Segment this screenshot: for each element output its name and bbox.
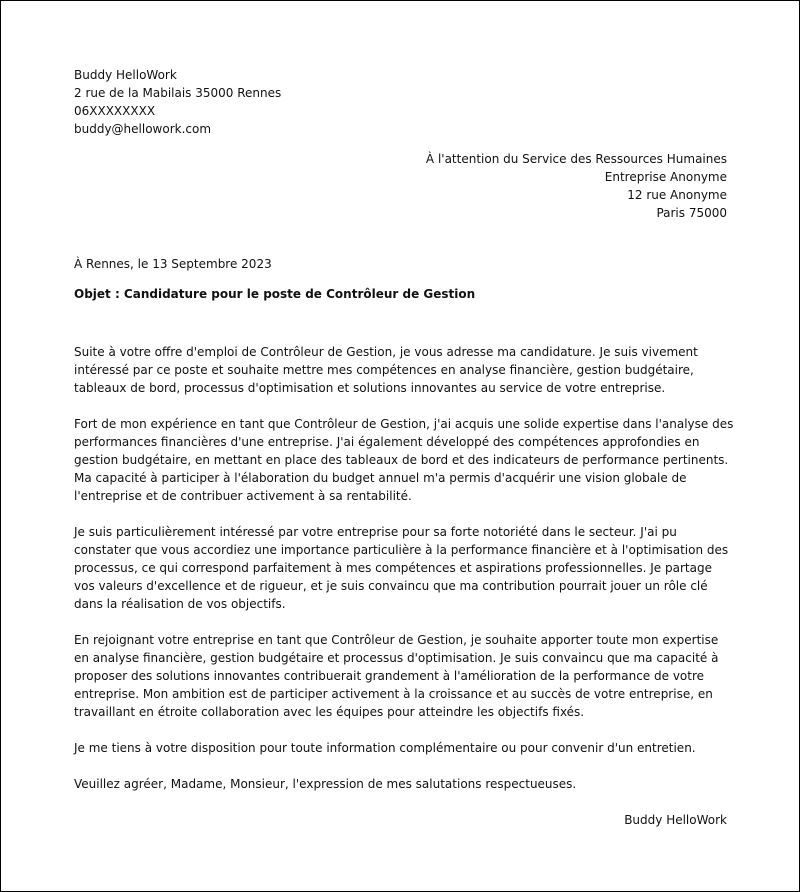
body-paragraph: Suite à votre offre d'emploi de Contrôleur de Gestion, je vous adresse ma candidature. Je suis vivement intéressé par ce poste et souhaite mettre mes compétences en analyse financière, gestion budgétaire, tableaux de bord, processus d'optimisation et solutions innovantes au service de votre entreprise. — [74, 345, 698, 395]
body-paragraph: Je suis particulièrement intéressé par votre entreprise pour sa forte notoriété dans le secteur. J'ai pu constater que vous accordiez une importance particulière à la performance financière et à l'optimisation des processus, ce qui correspond parfaitement à mes compétences et aspirations professionnelles. Je partage vos valeurs d'excellence et de rigueur, et je suis convaincu que ma contribution pourrait jouer un rôle clé dans la réalisation de vos objectifs. — [74, 525, 729, 611]
signature: Buddy HelloWork — [624, 813, 727, 827]
sender-block — [74, 66, 281, 138]
recipient-city: Paris 75000 — [656, 206, 727, 220]
letter-date: À Rennes, le 13 Septembre 2023 — [74, 257, 272, 271]
sender-address: 2 rue de la Mabilais 35000 Rennes — [74, 86, 282, 100]
sender-email: buddy@hellowork.com — [74, 122, 212, 136]
recipient-attention: À l'attention du Service des Ressources Humaines — [425, 152, 727, 166]
body-paragraph: En rejoignant votre entreprise en tant que Contrôleur de Gestion, je souhaite apporter toute mon expertise en analyse financière, gestion budgétaire et processus d'optimisation. Je suis convaincu que ma capacité à proposer des solutions innovantes contribuerait grandement à l'amélioration de la performance de votre entreprise. Mon ambition est de participer activement à la croissance et au succès de votre entreprise, en travaillant en étroite collaboration avec les équipes pour atteindre les objectifs fixés. — [74, 633, 719, 719]
body-paragraph: Je me tiens à votre disposition pour toute information complémentaire ou pour convenir d'un entretien. — [74, 741, 696, 755]
sender-phone: 06XXXXXXXX — [74, 104, 156, 118]
closing-formula: Veuillez agréer, Madame, Monsieur, l'expression de mes salutations respectueuses. — [74, 777, 577, 791]
body-paragraph: Fort de mon expérience en tant que Contrôleur de Gestion, j'ai acquis une solide expertise dans l'analyse des performances financières d'une entreprise. J'ai également développé des compétences approfondies en gestion budgétaire, en mettant en place des tableaux de bord et des indicateurs de performance pertinents. Ma capacité à participer à l'élaboration du budget annuel m'a permis d'acquérir une vision globale de l'entreprise et de contribuer activement à sa rentabilité. — [74, 417, 734, 503]
recipient-street: 12 rue Anonyme — [627, 188, 727, 202]
recipient-block — [426, 150, 727, 222]
letter-subject: Objet : Candidature pour le poste de Contrôleur de Gestion — [74, 287, 476, 301]
sender-name: Buddy HelloWork — [74, 68, 177, 82]
recipient-company: Entreprise Anonyme — [604, 170, 727, 184]
letter-body — [74, 343, 734, 793]
